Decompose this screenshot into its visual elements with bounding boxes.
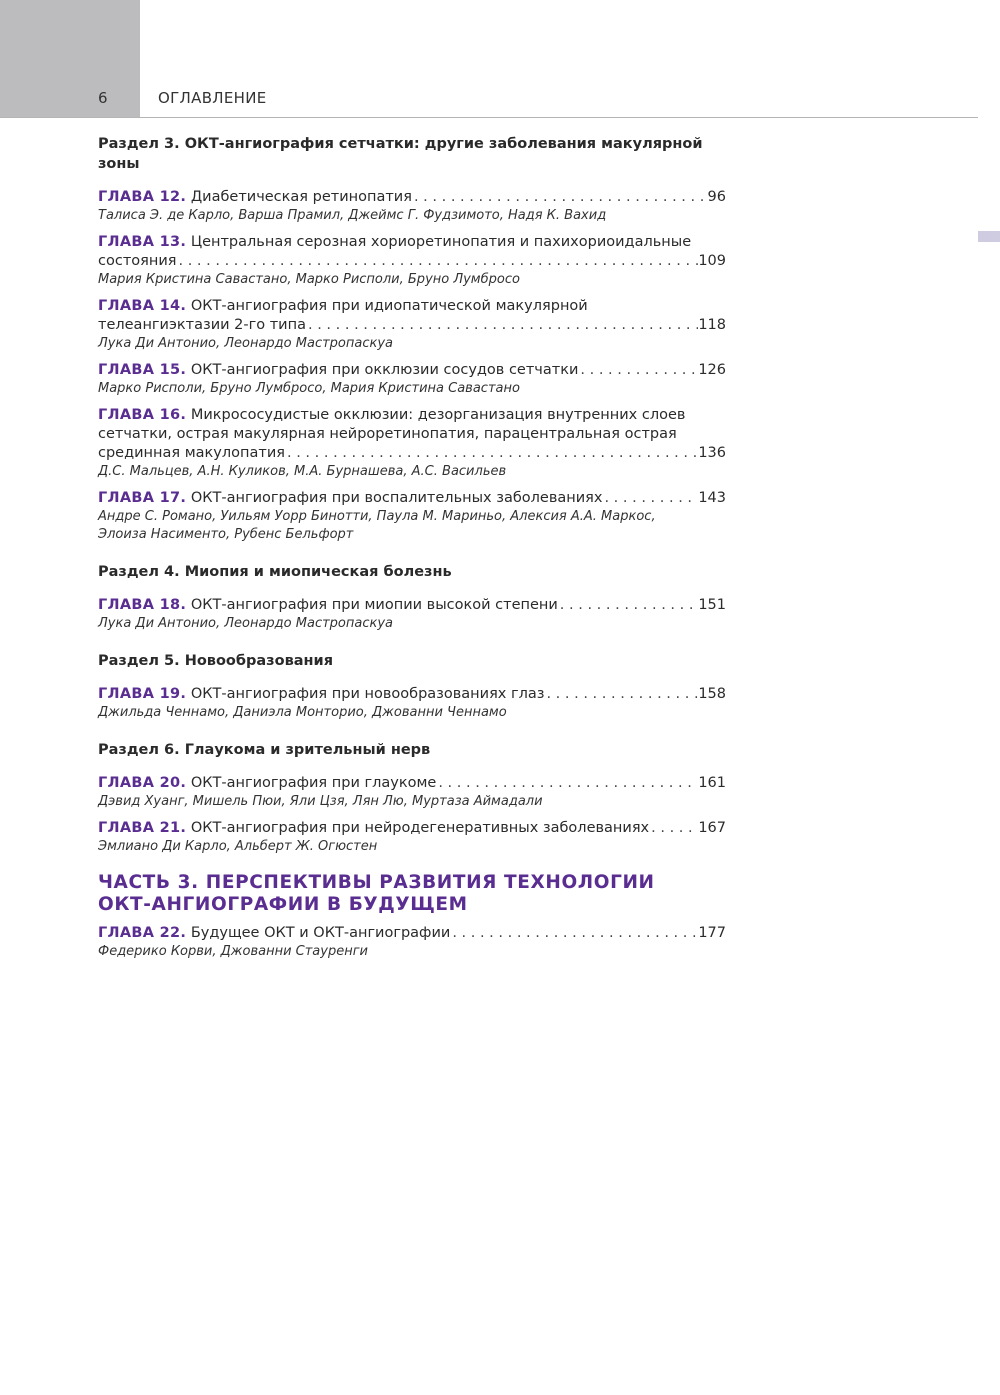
header-rule [0,117,978,118]
page-ref: 161 [698,775,726,791]
page-ref: 109 [698,253,726,269]
toc-entry-chapter-21[interactable] [98,819,726,856]
toc-entry-chapter-19[interactable] [98,685,726,722]
chapter-label: ГЛАВА 19. [98,686,187,702]
dot-leader [412,188,708,207]
chapter-label: ГЛАВА 16. [98,407,187,423]
dot-leader [649,819,698,838]
chapter-authors: Джильда Ченнамо, Даниэла Монторио, Джованни Ченнамо [98,705,507,720]
chapter-title-cont: срединная макулопатия [98,445,285,461]
part-heading-line: ЧАСТЬ 3. ПЕРСПЕКТИВЫ РАЗВИТИЯ ТЕХНОЛОГИИ [98,872,655,893]
chapter-label: ГЛАВА 17. [98,490,187,506]
side-thumb-tab [978,231,1000,242]
chapter-title: ОКТ-ангиография при воспалительных заболеваниях [190,490,603,506]
chapter-title: Центральная серозная хориоретинопатия и пахихориоидальные [190,234,692,250]
chapter-label: ГЛАВА 22. [98,925,187,941]
chapter-authors: Лука Ди Антонио, Леонардо Мастропаскуа [98,616,393,631]
chapter-title-cont: сетчатки, острая макулярная нейроретинопатия, парацентральная острая [98,426,677,442]
page-ref: 177 [698,925,726,941]
chapter-label: ГЛАВА 15. [98,362,187,378]
chapter-label: ГЛАВА 12. [98,189,187,205]
page-number: 6 [98,89,108,107]
running-title: ОГЛАВЛЕНИЕ [158,89,267,107]
chapter-authors: Федерико Корви, Джованни Стауренги [98,944,368,959]
chapter-authors: Марко Рисполи, Бруно Лумбросо, Мария Кристина Савастано [98,381,520,396]
chapter-title: ОКТ-ангиография при новообразованиях глаз [190,686,545,702]
section-heading: Раздел 4. Миопия и миопическая болезнь [98,564,452,580]
toc-entry-chapter-17[interactable] [98,489,726,544]
chapter-title: ОКТ-ангиография при идиопатической макулярной [190,298,588,314]
dot-leader [306,316,698,335]
page-ref: 151 [698,597,726,613]
chapter-authors: Талиса Э. де Карло, Варша Прамил, Джеймс Г. Фудзимото, Надя К. Вахид [98,208,607,223]
chapter-label: ГЛАВА 14. [98,298,187,314]
dot-leader [578,361,698,380]
page-ref: 158 [698,686,726,702]
page-ref: 118 [698,317,726,333]
chapter-authors: Д.С. Мальцев, А.Н. Куликов, М.А. Бурнашева, А.С. Васильев [98,464,507,479]
chapter-authors-cont: Элоиза Насименто, Рубенс Бельфорт [98,527,354,542]
toc-entry-chapter-12[interactable] [98,188,726,225]
chapter-title: Диабетическая ретинопатия [190,189,412,205]
table-of-contents [98,134,726,969]
chapter-label: ГЛАВА 20. [98,775,187,791]
chapter-title: ОКТ-ангиография при нейродегенеративных заболеваниях [190,820,650,836]
toc-entry-chapter-22[interactable] [98,924,726,961]
toc-entry-chapter-20[interactable] [98,774,726,811]
part-heading [98,872,726,916]
page-ref: 143 [698,490,726,506]
chapter-label: ГЛАВА 21. [98,820,187,836]
section-heading: Раздел 3. ОКТ-ангиография сетчатки: другие заболевания макулярной зоны [98,136,703,172]
chapter-label: ГЛАВА 18. [98,597,187,613]
dot-leader [450,924,698,943]
chapter-authors: Андре С. Романо, Уильям Уорр Бинотти, Паула М. Мариньо, Алексия А.А. Маркос, [98,509,656,524]
chapter-authors: Эмлиано Ди Карло, Альберт Ж. Огюстен [98,839,378,854]
chapter-title: Будущее ОКТ и ОКТ-ангиографии [190,925,451,941]
header-corner-block [0,0,140,117]
chapter-title: ОКТ-ангиография при глаукоме [190,775,437,791]
chapter-label: ГЛАВА 13. [98,234,187,250]
page-ref: 167 [698,820,726,836]
dot-leader [544,685,698,704]
part-heading-line: ОКТ-АНГИОГРАФИИ В БУДУЩЕМ [98,894,468,915]
chapter-title: Микрососудистые окклюзии: дезорганизация внутренних слоев [190,407,686,423]
chapter-authors: Лука Ди Антонио, Леонардо Мастропаскуа [98,336,393,351]
toc-entry-chapter-18[interactable] [98,596,726,633]
dot-leader [558,596,699,615]
section-heading: Раздел 5. Новообразования [98,653,334,669]
chapter-title-cont: телеангиэктазии 2-го типа [98,317,306,333]
page-ref: 96 [707,189,726,205]
page-ref: 136 [698,445,726,461]
chapter-title-cont: состояния [98,253,177,269]
chapter-authors: Мария Кристина Савастано, Марко Рисполи, Бруно Лумбросо [98,272,520,287]
toc-entry-chapter-15[interactable] [98,361,726,398]
dot-leader [436,774,698,793]
dot-leader [176,252,698,271]
section-heading: Раздел 6. Глаукома и зрительный нерв [98,742,431,758]
chapter-title: ОКТ-ангиография при миопии высокой степени [190,597,558,613]
toc-entry-chapter-16[interactable] [98,406,726,481]
dot-leader [285,444,698,463]
chapter-authors: Дэвид Хуанг, Мишель Пюи, Яли Цзя, Лян Лю, Муртаза Аймадали [98,794,543,809]
toc-entry-chapter-14[interactable] [98,297,726,353]
page-ref: 126 [698,362,726,378]
chapter-title: ОКТ-ангиография при окклюзии сосудов сетчатки [190,362,579,378]
toc-entry-chapter-13[interactable] [98,233,726,289]
dot-leader [602,489,698,508]
